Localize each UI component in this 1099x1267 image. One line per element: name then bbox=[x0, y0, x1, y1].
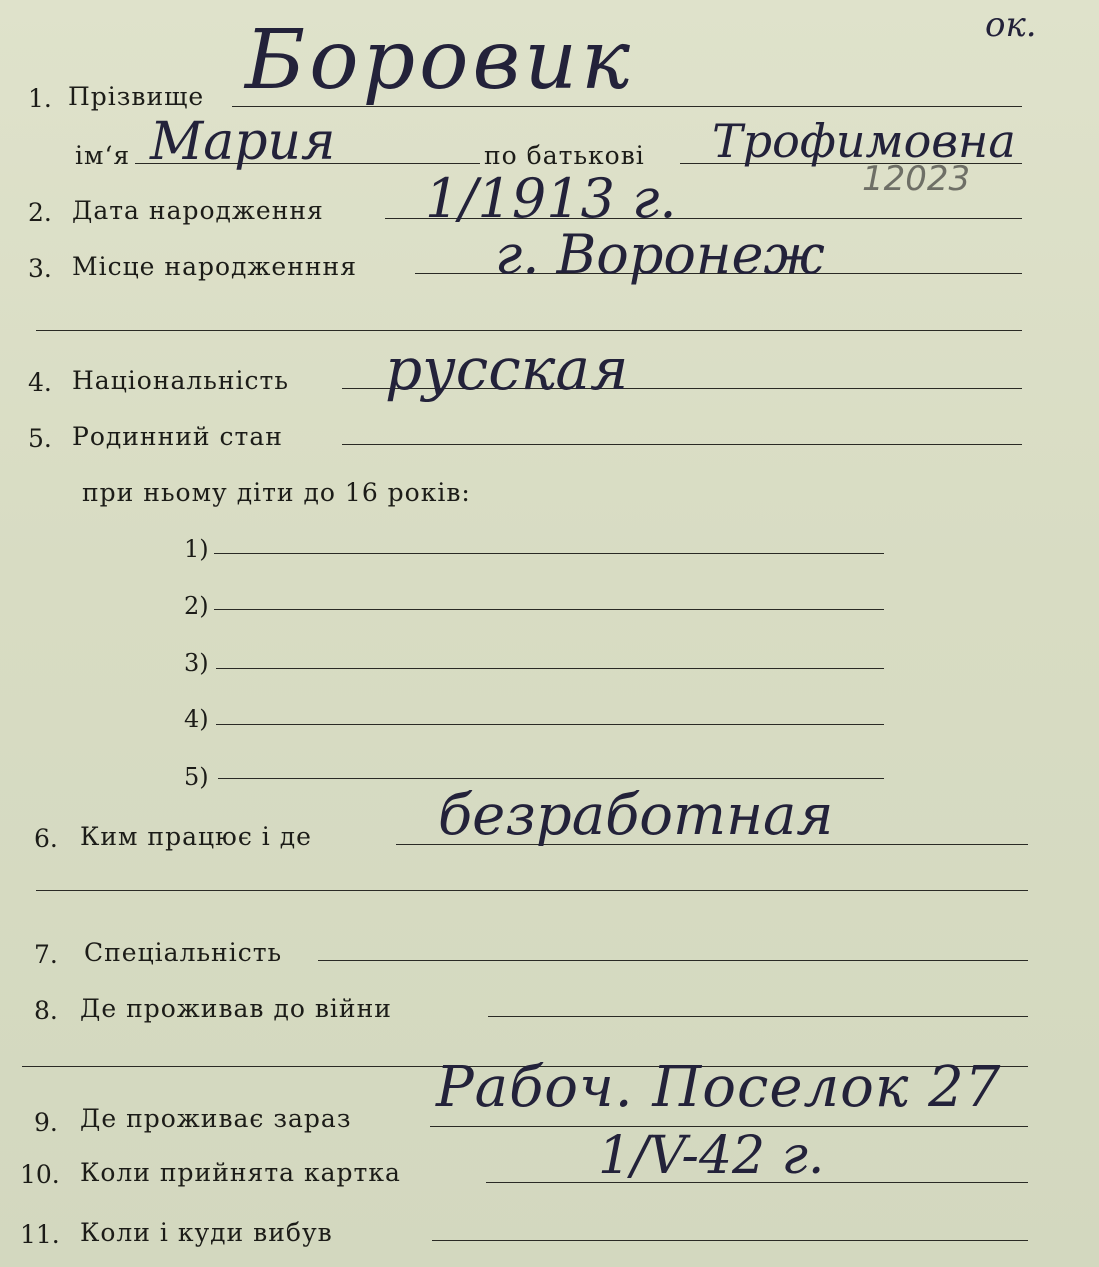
child-3-line bbox=[216, 668, 884, 669]
field-5-label: Родинний стан bbox=[72, 422, 283, 451]
birth-date-value: 1/1913 г. bbox=[425, 167, 677, 230]
field-10-label: Коли прийнята картка bbox=[80, 1158, 401, 1187]
birth-place-value: г. Воронеж bbox=[495, 223, 825, 286]
field-8-number: 8. bbox=[34, 996, 58, 1025]
field-7-label: Спеціальність bbox=[84, 938, 283, 967]
occupation-line-2 bbox=[36, 890, 1028, 891]
patronymic-value: Трофимовна bbox=[712, 114, 1016, 168]
occupation-value: безработная bbox=[438, 783, 834, 848]
nationality-value: русская bbox=[385, 335, 629, 403]
child-2-line bbox=[214, 609, 884, 610]
patronymic-label: по батькові bbox=[484, 141, 645, 170]
specialty-line bbox=[318, 960, 1028, 961]
children-label: при ньому діти до 16 років: bbox=[82, 478, 471, 507]
field-2-label: Дата народження bbox=[72, 196, 324, 225]
child-3-label: 3) bbox=[184, 649, 209, 677]
departure-line bbox=[432, 1240, 1028, 1241]
field-11-label: Коли і куди вибув bbox=[80, 1218, 333, 1247]
pencil-number: 12023 bbox=[862, 159, 971, 199]
field-7-number: 7. bbox=[34, 940, 58, 969]
birth-place-line-2 bbox=[36, 330, 1022, 331]
first-name-value: Мария bbox=[150, 112, 336, 172]
child-4-label: 4) bbox=[184, 705, 209, 733]
field-3-number: 3. bbox=[28, 254, 52, 283]
field-1-label: Прізвище bbox=[68, 82, 205, 111]
prewar-residence-line bbox=[488, 1016, 1028, 1017]
child-4-line bbox=[216, 724, 884, 725]
field-5-number: 5. bbox=[28, 424, 52, 453]
child-1-label: 1) bbox=[184, 535, 209, 563]
current-residence-value: Рабоч. Поселок 27 bbox=[436, 1055, 1002, 1120]
field-1-number: 1. bbox=[28, 84, 52, 113]
field-11-number: 11. bbox=[20, 1220, 60, 1249]
marital-status-line bbox=[342, 444, 1022, 445]
field-8-label: Де проживав до війни bbox=[80, 994, 392, 1023]
child-5-line bbox=[218, 778, 884, 779]
field-4-number: 4. bbox=[28, 368, 52, 397]
field-9-number: 9. bbox=[34, 1108, 58, 1137]
card-date-value: 1/V-42 г. bbox=[598, 1126, 825, 1186]
child-2-label: 2) bbox=[184, 592, 209, 620]
field-10-number: 10. bbox=[20, 1160, 60, 1189]
field-4-label: Національність bbox=[72, 366, 289, 395]
field-3-label: Місце народженння bbox=[72, 252, 357, 281]
surname-value: Боровик bbox=[245, 13, 634, 108]
field-2-number: 2. bbox=[28, 198, 52, 227]
first-name-label: ім‘я bbox=[75, 141, 131, 170]
child-1-line bbox=[214, 553, 884, 554]
field-9-label: Де проживає зараз bbox=[80, 1104, 352, 1133]
child-5-label: 5) bbox=[184, 763, 209, 791]
field-6-label: Ким працює і де bbox=[80, 822, 312, 851]
field-6-number: 6. bbox=[34, 824, 58, 853]
corner-mark: ок. bbox=[985, 5, 1037, 45]
